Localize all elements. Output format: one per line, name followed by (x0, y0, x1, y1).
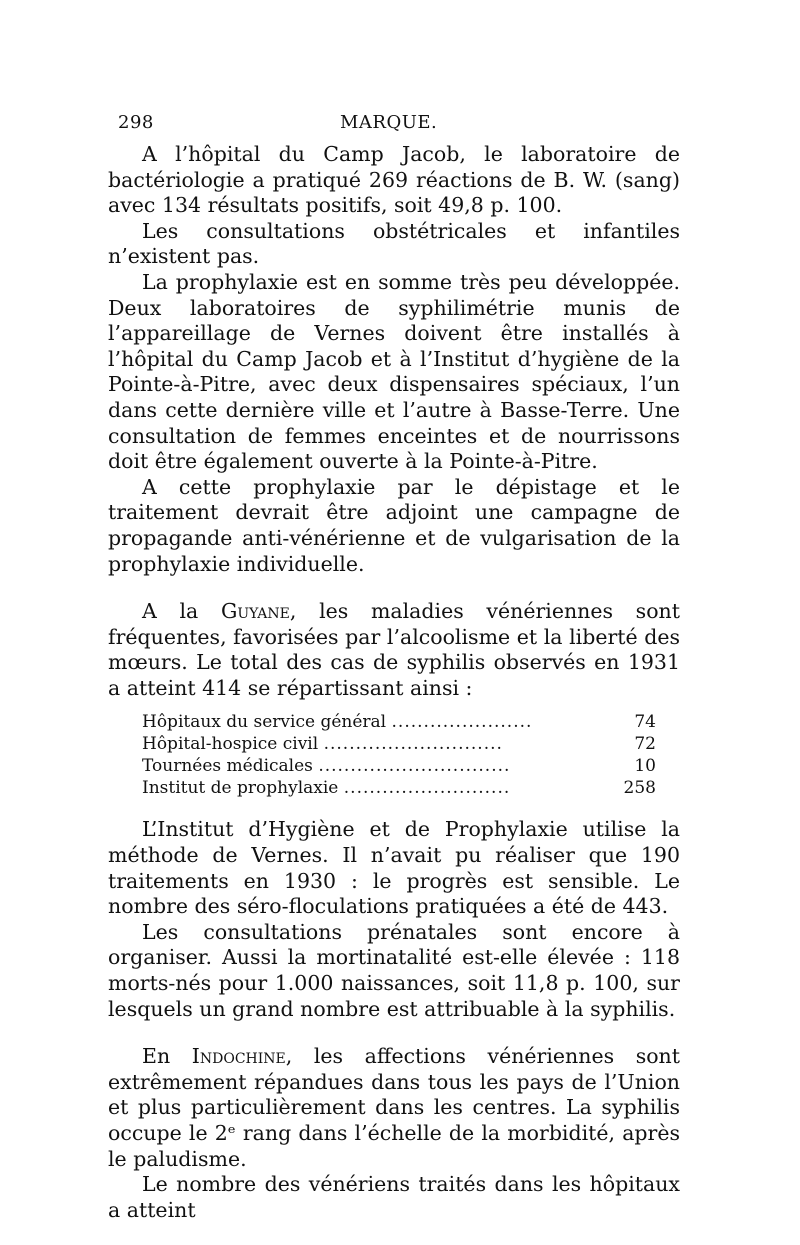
row-value: 258 (623, 778, 656, 799)
paragraph-guyane (108, 599, 680, 701)
row-value: 72 (634, 734, 656, 755)
paragraph-camp-jacob: A l’hôpital du Camp Jacob, le laboratoire de bactériologie a pratiqué 269 réactions de B. W. (sang) avec 134 résultats positifs, soit 49,8 p. 100. (108, 142, 680, 218)
indochine-lead: En (142, 1044, 192, 1069)
row-label: Hôpital-hospice civil (142, 734, 319, 755)
leader-dots: ...................... (391, 712, 533, 733)
running-title: MARQUE. (340, 112, 438, 133)
page-header (108, 112, 680, 142)
distribution-table (108, 711, 680, 799)
row-value: 74 (634, 712, 656, 733)
table-row (108, 733, 680, 755)
row-label: Tournées médicales (142, 756, 313, 777)
paragraph-propagande: A cette prophylaxie par le dépistage et le traitement devrait être adjoint une campagne de propagande anti-vénérienne et de vulgarisation de la prophylaxie individuelle. (108, 474, 680, 576)
table-row (108, 755, 680, 777)
guyane-name: Guyane (220, 599, 290, 624)
paragraph-consultations: Les consultations obstétricales et infantiles n’existent pas. (108, 218, 680, 269)
leader-dots: .............................. (318, 756, 511, 777)
indochine-text: , les affections vénériennes sont extrêmement répandues dans tous les pays de l’Union et plus particulièrement dans les centres. La syphilis occupe le 2ᵉ rang dans l’échelle de la morbidité, après le paludisme. (108, 1044, 680, 1171)
table-row (108, 711, 680, 733)
paragraph-veneriens: Le nombre des vénériens traités dans les hôpitaux a atteint (108, 1172, 680, 1222)
document-page (108, 112, 680, 1223)
indochine-name: Indochine (191, 1044, 286, 1069)
table-row (108, 777, 680, 799)
paragraph-prenatales: Les consultations prénatales sont encore à organiser. Aussi la mortinatalité est-elle élevée : 118 morts-nés pour 1.000 naissances, soit 11,8 p. 100, sur lesquels un grand nombre est attribuable à la syphilis. (108, 919, 680, 1021)
row-label: Hôpitaux du service général (142, 712, 387, 733)
guyane-text: , les maladies vénériennes sont fréquentes, favorisées par l’alcoolisme et la liberté des mœurs. Le total des cas de syphilis observés en 1931 a atteint 414 se répartissant ainsi : (108, 599, 680, 700)
row-label: Institut de prophylaxie (142, 778, 339, 799)
leader-dots: .......................... (343, 778, 511, 799)
page-number: 298 (118, 112, 154, 133)
paragraph-institut: L’Institut d’Hygiène et de Prophylaxie utilise la méthode de Vernes. Il n’avait pu réaliser que 190 traitements en 1930 : le progrès est sensible. Le nombre des séro-floculations pratiquées a été de 443. (108, 817, 680, 919)
guyane-lead: A la (142, 599, 221, 624)
row-value: 10 (634, 756, 656, 777)
paragraph-prophylaxie: La prophylaxie est en somme très peu développée. Deux laboratoires de syphilimétrie munis de l’appareillage de Vernes doivent être installés à l’hôpital du Camp Jacob et à l’Institut d’hygiène de la Pointe-à-Pitre, avec deux dispensaires spéciaux, l’un dans cette dernière ville et l’autre à Basse-Terre. Une consultation de femmes enceintes et de nourrissons doit être également ouverte à la Pointe-à-Pitre. (108, 269, 680, 474)
paragraph-indochine (108, 1044, 680, 1172)
leader-dots: ............................ (323, 734, 503, 755)
